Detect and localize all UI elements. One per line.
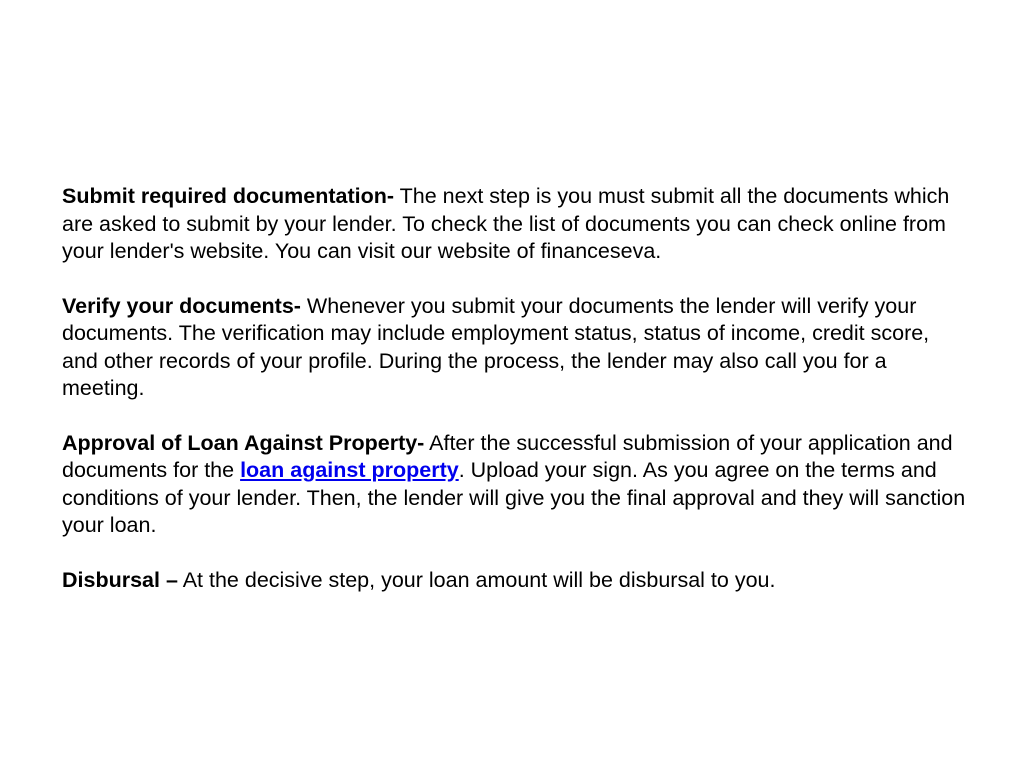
- loan-against-property-link[interactable]: loan against property: [240, 458, 459, 482]
- paragraph-disbursal: [62, 567, 967, 595]
- paragraph-heading-verify: Verify your documents-: [62, 293, 301, 318]
- slide-body: [62, 183, 967, 621]
- paragraph-approval: [62, 430, 967, 540]
- paragraph-text-submit: The next step is you must submit all the documents which are asked to submit by your lender. To check the list of documents you can check online from your lender's website. You can visit our website of financeseva.: [62, 184, 950, 263]
- paragraph-submit-documentation: [62, 183, 967, 266]
- paragraph-heading-disbursal: Disbursal –: [62, 567, 178, 592]
- paragraph-text-verify: Whenever you submit your documents the lender will verify your documents. The verification may include employment status, status of income, credit score, and other records of your profile. During the process, the lender may also call you for a meeting.: [62, 293, 930, 400]
- paragraph-heading-submit: Submit required documentation-: [62, 184, 395, 208]
- paragraph-text-approval-after: . Upload your sign. As you agree on the terms and conditions of your lender. Then, the lender will give you the final approval and they will sanction your loan.: [62, 458, 966, 537]
- paragraph-heading-approval: Approval of Loan Against Property-: [62, 430, 425, 455]
- paragraph-text-approval-before: After the successful submission of your application and documents for the: [62, 430, 953, 482]
- paragraph-verify-documents: [62, 293, 967, 403]
- paragraph-text-disbursal: At the decisive step, your loan amount will be disbursal to you.: [177, 567, 776, 592]
